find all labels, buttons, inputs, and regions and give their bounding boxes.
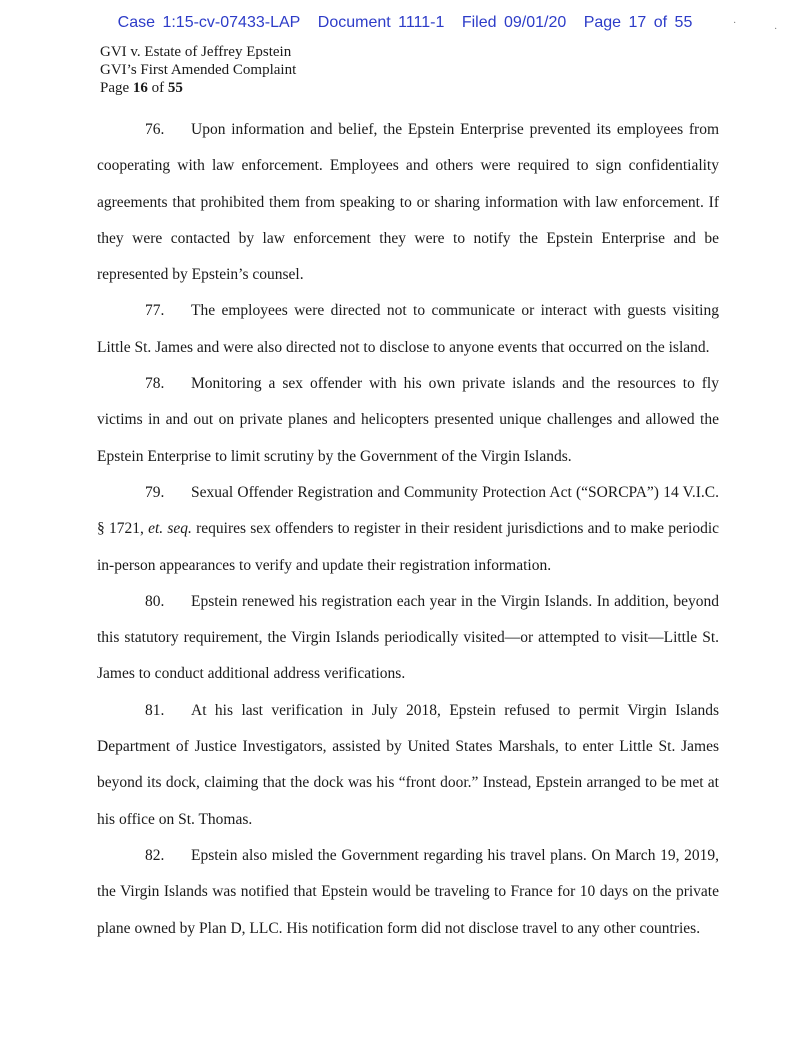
caption-case-title: GVI v. Estate of Jeffrey Epstein xyxy=(100,44,292,60)
paragraph-76 xyxy=(97,112,719,293)
paragraph-82 xyxy=(97,838,719,947)
paragraph-text-continued: requires sex offenders to register in their resident jurisdictions and to make periodic in-person appearances to verify and update their registration information. xyxy=(97,520,720,574)
document-caption xyxy=(100,43,296,97)
paragraph-78 xyxy=(97,366,719,475)
paragraph-number: 78. xyxy=(145,375,165,393)
document-number: Document 1111-1 xyxy=(317,14,445,31)
paragraph-number: 80. xyxy=(145,592,165,610)
paragraph-number: 81. xyxy=(145,701,165,719)
paragraph-number: 82. xyxy=(145,846,165,864)
filing-header-stamp xyxy=(0,14,810,32)
stamp-page-number: Page 17 of 55 xyxy=(583,14,693,31)
paragraph-text: Sexual Offender Registration and Community Protection Act (“SORCPA”) 14 V.I.C. § 1721, xyxy=(97,483,719,538)
scan-speck: · xyxy=(774,24,778,35)
paragraph-text: The employees were directed not to communicate or interact with guests visiting Little St. James and were also directed not to disclose to anyone events that occurred on the island. xyxy=(97,302,719,356)
page-number: 16 xyxy=(132,80,148,96)
paragraph-number: 79. xyxy=(145,483,165,501)
paragraph-81 xyxy=(97,693,719,838)
scan-speck: · xyxy=(733,18,737,29)
paragraph-79 xyxy=(97,475,719,584)
page-prefix: Page xyxy=(100,80,133,96)
paragraph-77 xyxy=(97,293,719,366)
filed-date: Filed 09/01/20 xyxy=(461,14,567,31)
paragraph-number: 77. xyxy=(145,302,165,320)
paragraph-text: Epstein also misled the Government regarding his travel plans. On March 19, 2019, the Virgin Islands was notified that Epstein would be traveling to France for 10 days on the private plane owned by Plan D, LLC. His notification form did not disclose travel to any other countries. xyxy=(97,846,719,937)
page-total: 55 xyxy=(167,80,183,96)
paragraph-text: Monitoring a sex offender with his own private islands and the resources to fly victims in and out on private planes and helicopters presented unique challenges and allowed the Epstein Enterprise to limit scrutiny by the Government of the Virgin Islands. xyxy=(97,375,719,465)
page-of: of xyxy=(147,80,168,96)
paragraph-80 xyxy=(97,584,719,693)
caption-document-title: GVI’s First Amended Complaint xyxy=(100,62,297,78)
paragraph-number: 76. xyxy=(145,121,165,138)
paragraph-text: Epstein renewed his registration each year in the Virgin Islands. In addition, beyond this statutory requirement, the Virgin Islands periodically visited—or attempted to visit—Little St. James to conduct additional address verifications. xyxy=(97,592,719,683)
paragraph-text: Upon information and belief, the Epstein Enterprise prevented its employees from cooperating with law enforcement. Employees and others were required to sign confidentiality agreements that prohibited them from speaking to or sharing information with law enforcement. If they were contacted by law enforcement they were to notify the Epstein Enterprise and be represented by Epstein’s counsel. xyxy=(97,121,719,284)
latin-abbreviation: et. seq. xyxy=(148,520,192,538)
caption-page-line xyxy=(100,79,296,97)
case-number: Case 1:15-cv-07433-LAP xyxy=(117,14,301,31)
complaint-body xyxy=(97,112,719,947)
paragraph-text: At his last verification in July 2018, Epstein refused to permit Virgin Islands Department of Justice Investigators, assisted by United States Marshals, to enter Little St. James beyond its dock, claiming that the dock was his “front door.” Instead, Epstein arranged to be met at his office on St. Thomas. xyxy=(97,701,719,828)
